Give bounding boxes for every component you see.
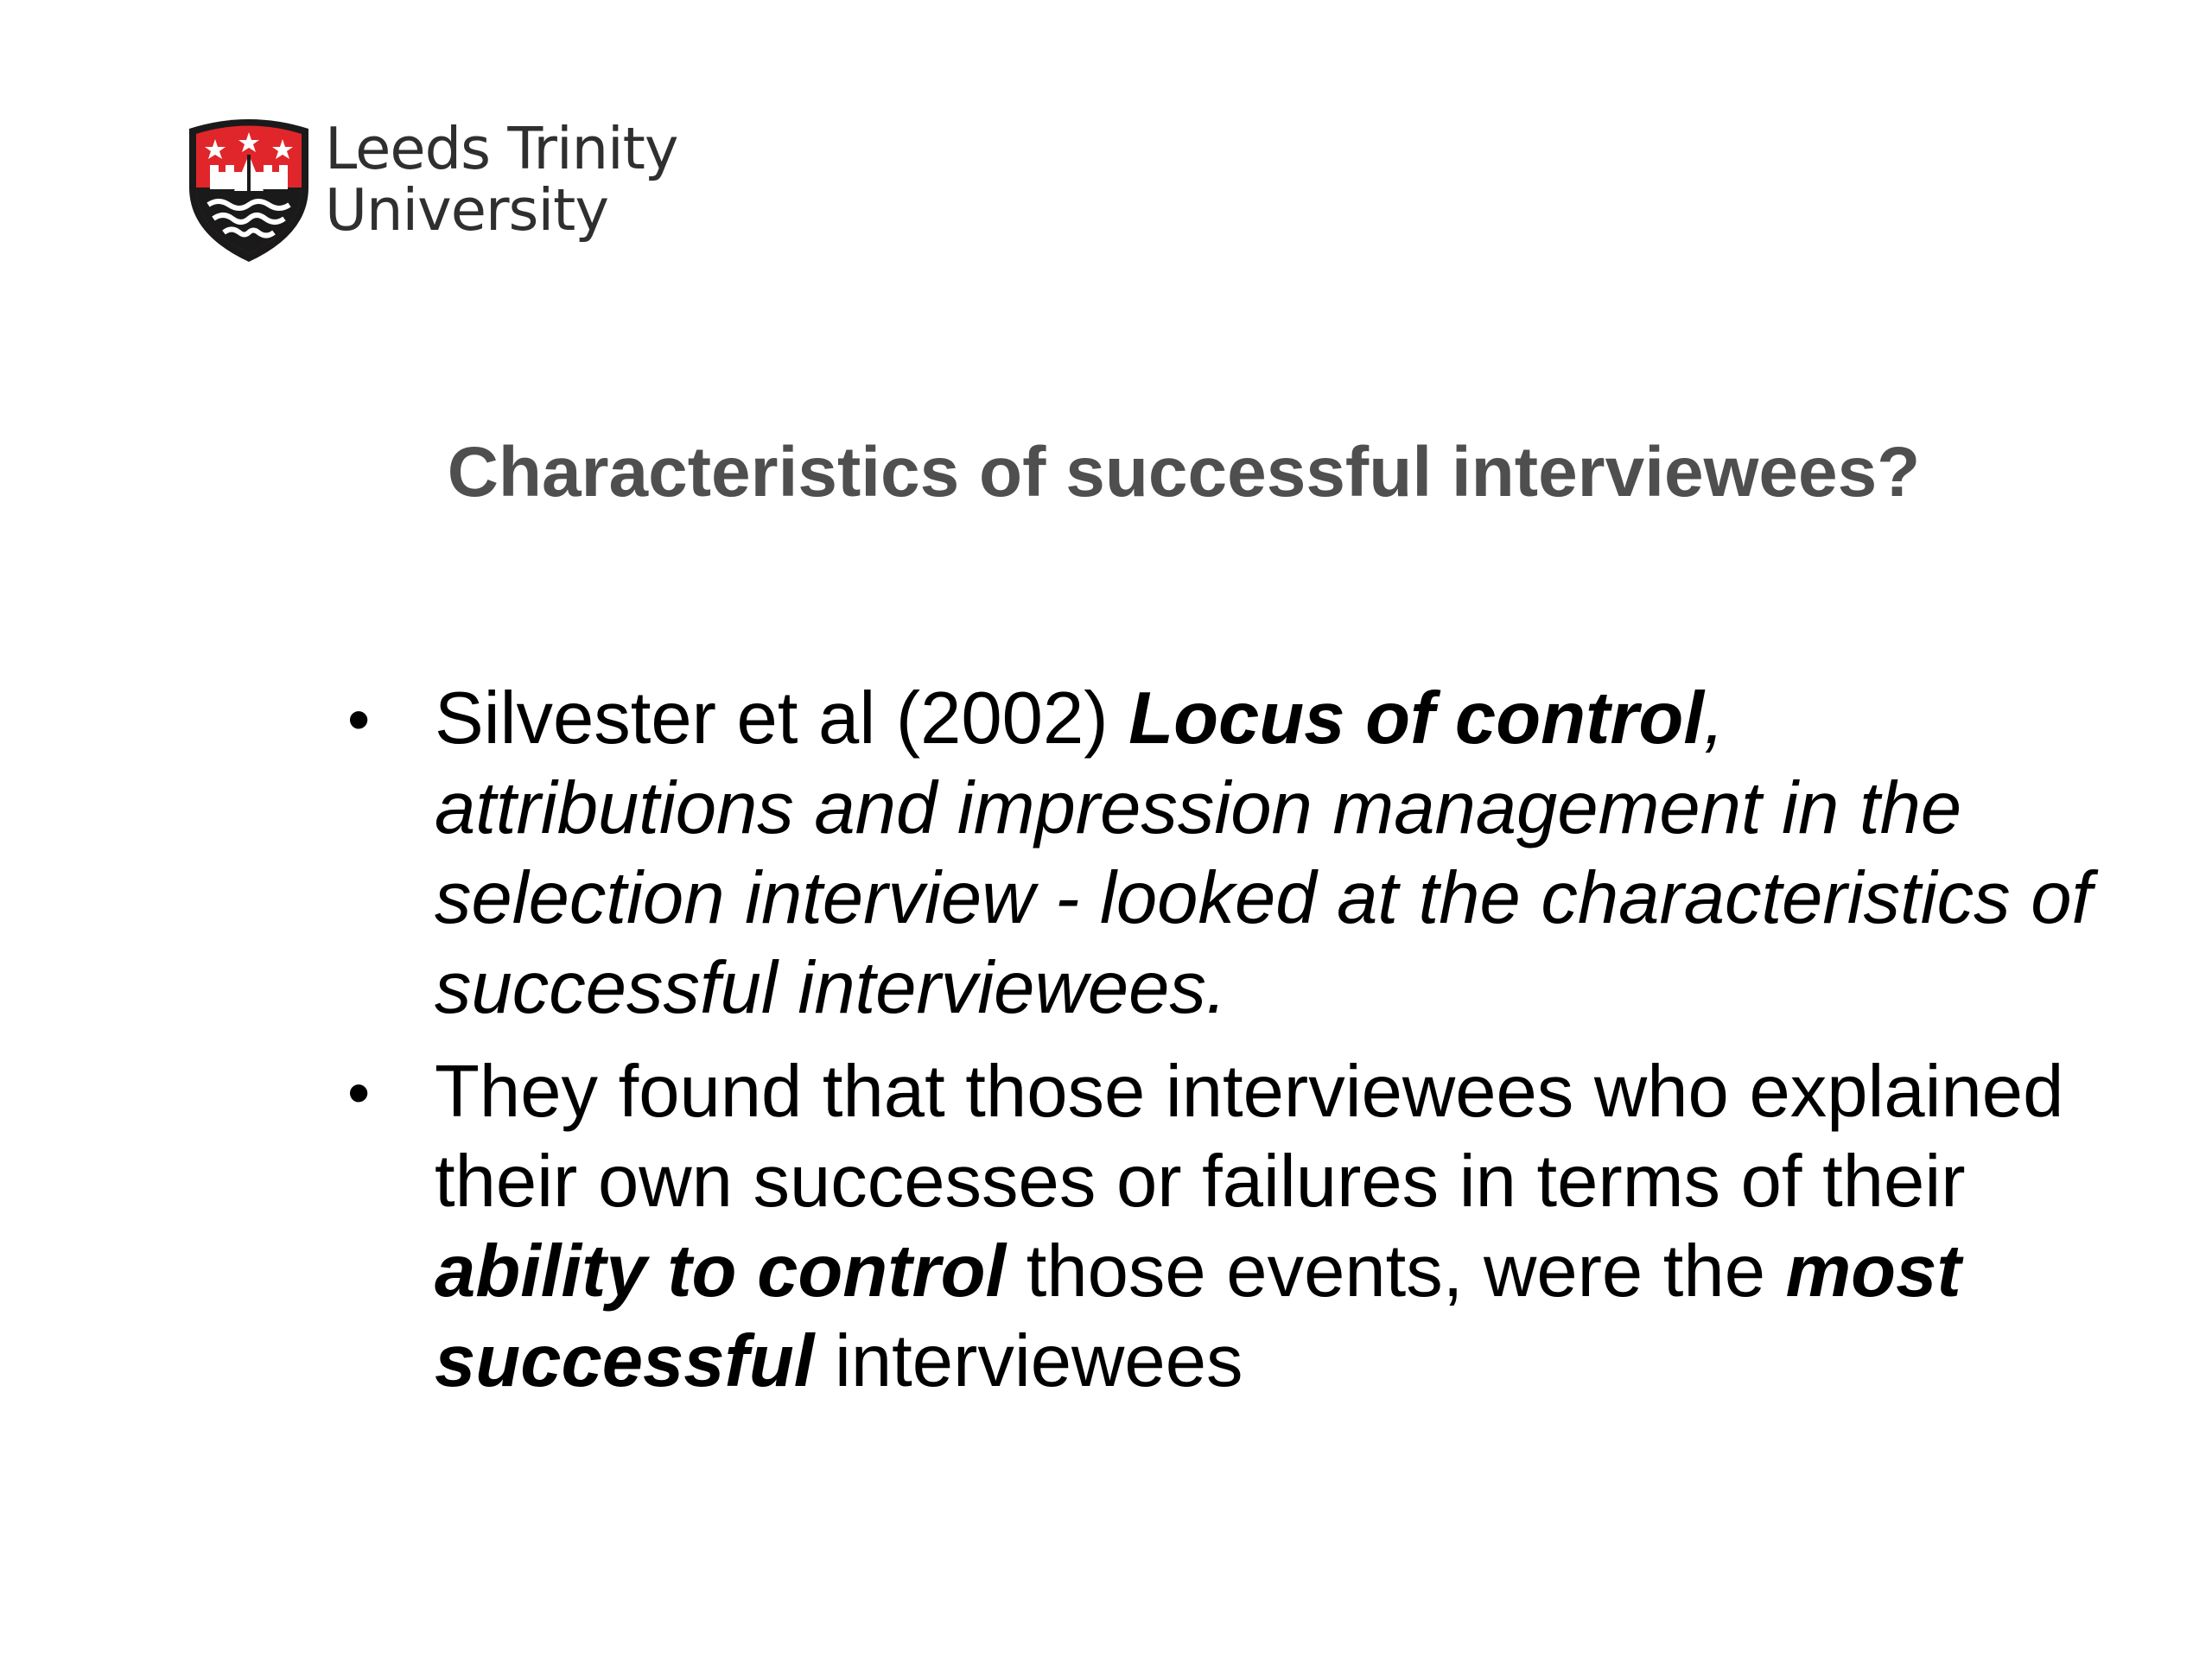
bullet-marker: • (347, 1056, 371, 1128)
emphasis-text: most successful (435, 1230, 1961, 1402)
body-text: They found that those interviewees who explained their own successes or failures in terms of their (435, 1051, 2064, 1223)
slide-title: Characteristics of successful interviewees? (447, 433, 1921, 512)
paper-title-text: , attributions and impression management in the selection interview - looked at the characteristics of successful interviewees. (435, 677, 2093, 1029)
emphasis-text: ability to control (435, 1230, 1007, 1313)
university-logo (184, 115, 678, 266)
bullet-item (347, 674, 2093, 1033)
emphasis-text: Locus of control (1128, 677, 1704, 760)
university-crest-icon (184, 115, 314, 264)
body-text: those events, were the (1006, 1230, 1786, 1313)
logo-wordmark (325, 115, 678, 244)
citation-text: Silvester et al (2002) (435, 677, 1129, 760)
logo-line-1: Leeds Trinity (325, 115, 678, 182)
bullet-marker: • (347, 683, 371, 755)
body-text: interviewees (814, 1320, 1243, 1402)
bullet-item (347, 1047, 2093, 1407)
logo-line-2: University (325, 176, 608, 244)
bullet-list (347, 674, 2093, 1421)
